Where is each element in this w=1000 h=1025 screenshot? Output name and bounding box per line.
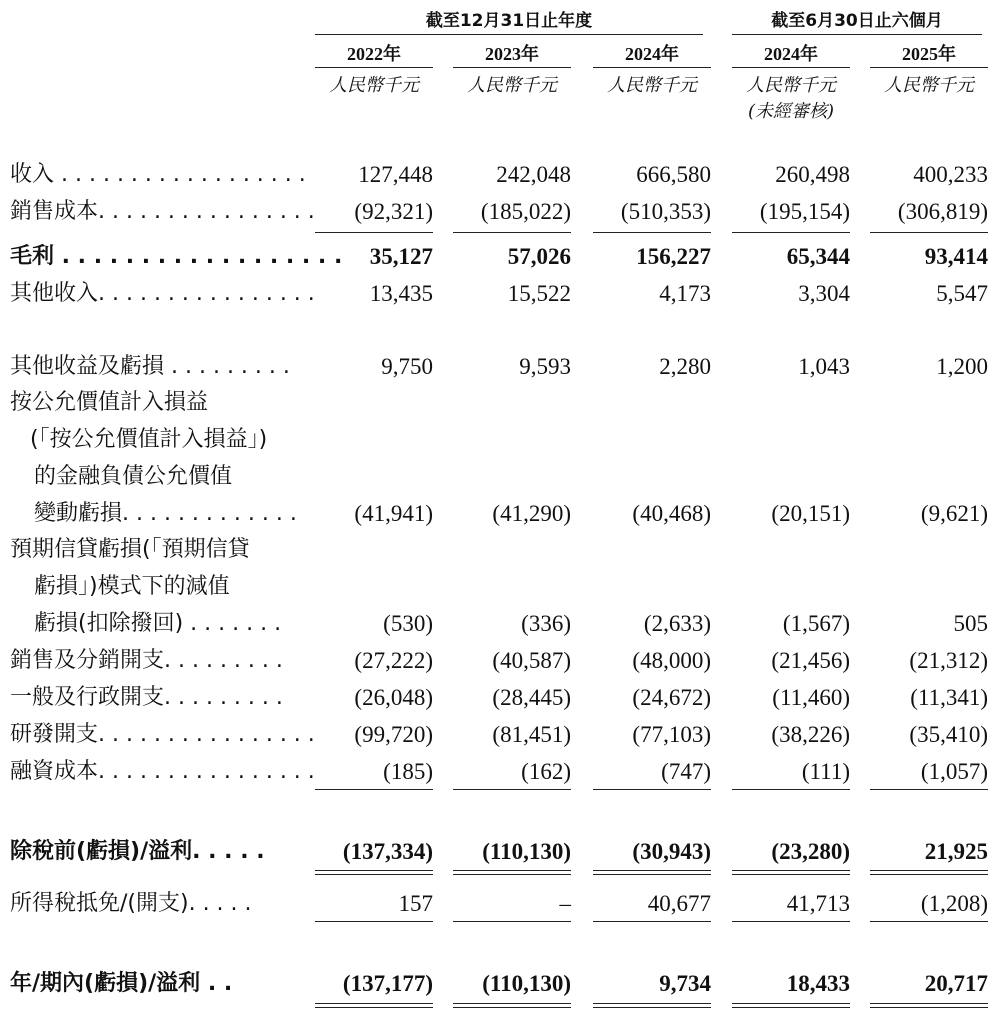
cell-rnd-2: (77,103): [632, 722, 711, 747]
single-underline: [870, 232, 988, 233]
cell-admin-3: (11,460): [772, 685, 850, 710]
double-underline: [593, 1003, 711, 1008]
row-label-net: 年/期內(虧損)/溢利 . .: [10, 971, 233, 996]
cell-finance-1: (162): [521, 759, 571, 784]
single-underline: [453, 921, 571, 922]
single-underline: [315, 789, 433, 790]
cell-selling-0: (27,222): [354, 648, 433, 673]
cell-gross-profit-1: 57,026: [507, 244, 571, 269]
cell-other-income-0: 13,435: [369, 281, 433, 306]
cell-other-gains-0: 9,750: [381, 354, 433, 379]
cell-fvtpl-0: (41,941): [354, 501, 433, 526]
cell-cost-of-sales-1: (185,022): [480, 199, 571, 224]
cell-other-income-3: 3,304: [798, 281, 850, 306]
cell-fvtpl-4: (9,621): [920, 501, 988, 526]
single-underline: [593, 232, 711, 233]
single-underline: [593, 921, 711, 922]
header-rule-annual: [315, 34, 703, 35]
cell-ecl-2: (2,633): [643, 611, 711, 636]
row-label-cost-of-sales: 銷售成本. . . . . . . . . . . . . . . .: [10, 199, 315, 224]
cell-revenue-2: 666,580: [636, 162, 711, 187]
single-underline: [593, 789, 711, 790]
cell-fvtpl-1: (41,290): [492, 501, 571, 526]
single-underline: [732, 232, 850, 233]
cell-selling-3: (21,456): [771, 648, 850, 673]
row-label-ecl-2: 虧損」)模式下的減值: [34, 574, 230, 599]
cell-gross-profit-4: 93,414: [924, 244, 988, 269]
cell-revenue-1: 242,048: [496, 162, 571, 187]
row-label-ecl-1: 預期信貸虧損(「預期信貸: [10, 537, 250, 562]
row-label-fvtpl-4: 變動虧損. . . . . . . . . . . . .: [34, 501, 297, 526]
cell-tax-2: 40,677: [647, 891, 711, 916]
unit-label: 人民幣千元: [884, 75, 974, 96]
cell-net-4: 20,717: [924, 971, 988, 996]
cell-net-0: (137,177): [342, 971, 433, 996]
cell-ecl-3: (1,567): [782, 611, 850, 636]
year-rule: [870, 67, 988, 68]
cell-ecl-4: 505: [953, 611, 988, 636]
single-underline: [453, 789, 571, 790]
cell-cost-of-sales-2: (510,353): [620, 199, 711, 224]
single-underline: [732, 789, 850, 790]
cell-revenue-3: 260,498: [775, 162, 850, 187]
double-underline: [870, 1003, 988, 1008]
double-underline: [315, 1003, 433, 1008]
cell-other-gains-2: 2,280: [659, 354, 711, 379]
cell-ecl-0: (530): [383, 611, 433, 636]
double-underline: [870, 870, 988, 875]
year-rule: [732, 67, 850, 68]
unit-label: 人民幣千元: [607, 75, 697, 96]
cell-revenue-0: 127,448: [358, 162, 433, 187]
single-underline: [732, 921, 850, 922]
row-label-fvtpl-3: 的金融負債公允價值: [34, 464, 233, 489]
header-group-annual: 截至12月31日止年度: [425, 11, 593, 31]
double-underline: [732, 1003, 850, 1008]
cell-tax-3: 41,713: [786, 891, 850, 916]
double-underline: [732, 870, 850, 875]
row-label-ecl-3: 虧損(扣除撥回) . . . . . . .: [34, 611, 282, 636]
row-label-other-gains: 其他收益及虧損 . . . . . . . . .: [10, 354, 290, 379]
row-label-gross-profit: 毛利 . . . . . . . . . . . . . . . . . .: [10, 244, 343, 269]
cell-net-3: 18,433: [786, 971, 850, 996]
cell-pbt-0: (137,334): [342, 839, 433, 864]
header-rule-interim: [732, 34, 982, 35]
cell-pbt-4: 21,925: [924, 839, 988, 864]
cell-gross-profit-2: 156,227: [636, 244, 711, 269]
cell-finance-0: (185): [383, 759, 433, 784]
cell-gross-profit-3: 65,344: [786, 244, 850, 269]
year-rule: [593, 67, 711, 68]
cell-net-2: 9,734: [659, 971, 711, 996]
year-2025-h1: 2025年: [902, 44, 956, 64]
cell-selling-4: (21,312): [909, 648, 988, 673]
cell-admin-4: (11,341): [910, 685, 988, 710]
cell-admin-1: (28,445): [492, 685, 571, 710]
year-rule: [453, 67, 571, 68]
cell-finance-4: (1,057): [920, 759, 988, 784]
double-underline: [593, 870, 711, 875]
cell-other-gains-3: 1,043: [798, 354, 850, 379]
year-rule: [315, 67, 433, 68]
header-group-interim: 截至6月30日止六個月: [771, 11, 943, 31]
cell-admin-2: (24,672): [632, 685, 711, 710]
row-label-selling: 銷售及分銷開支. . . . . . . . .: [10, 648, 283, 673]
cell-net-1: (110,130): [482, 971, 571, 996]
cell-other-gains-1: 9,593: [519, 354, 571, 379]
cell-other-income-2: 4,173: [659, 281, 711, 306]
unit-label: 人民幣千元: [467, 75, 557, 96]
single-underline: [315, 232, 433, 233]
cell-finance-3: (111): [801, 759, 850, 784]
cell-pbt-1: (110,130): [482, 839, 571, 864]
cell-rnd-1: (81,451): [492, 722, 571, 747]
single-underline: [870, 921, 988, 922]
cell-rnd-3: (38,226): [771, 722, 850, 747]
row-label-fvtpl-1: 按公允價值計入損益: [10, 390, 209, 415]
unaudited-label: (未經審核): [747, 101, 835, 122]
single-underline: [453, 232, 571, 233]
cell-pbt-3: (23,280): [771, 839, 850, 864]
cell-tax-1: –: [559, 891, 571, 916]
cell-other-gains-4: 1,200: [936, 354, 988, 379]
cell-tax-4: (1,208): [920, 891, 988, 916]
cell-pbt-2: (30,943): [632, 839, 711, 864]
year-2023: 2023年: [485, 44, 539, 64]
cell-admin-0: (26,048): [354, 685, 433, 710]
double-underline: [453, 1003, 571, 1008]
cell-fvtpl-3: (20,151): [771, 501, 850, 526]
cell-other-income-4: 5,547: [936, 281, 988, 306]
cell-cost-of-sales-4: (306,819): [897, 199, 988, 224]
cell-rnd-0: (99,720): [354, 722, 433, 747]
unit-label: 人民幣千元: [329, 75, 419, 96]
row-label-finance: 融資成本. . . . . . . . . . . . . . . .: [10, 759, 315, 784]
cell-cost-of-sales-0: (92,321): [354, 199, 433, 224]
cell-finance-2: (747): [661, 759, 711, 784]
row-label-revenue: 收入 . . . . . . . . . . . . . . . . . .: [10, 162, 306, 187]
row-label-pbt: 除稅前(虧損)/溢利. . . . .: [10, 839, 265, 864]
cell-gross-profit-0: 35,127: [369, 244, 433, 269]
cell-selling-1: (40,587): [492, 648, 571, 673]
double-underline: [453, 870, 571, 875]
cell-revenue-4: 400,233: [913, 162, 988, 187]
row-label-admin: 一般及行政開支. . . . . . . . .: [10, 685, 283, 710]
year-2024: 2024年: [625, 44, 679, 64]
cell-rnd-4: (35,410): [909, 722, 988, 747]
cell-tax-0: 157: [398, 891, 433, 916]
unit-label: 人民幣千元: [746, 75, 836, 96]
cell-selling-2: (48,000): [632, 648, 711, 673]
cell-fvtpl-2: (40,468): [632, 501, 711, 526]
cell-ecl-1: (336): [521, 611, 571, 636]
cell-cost-of-sales-3: (195,154): [759, 199, 850, 224]
row-label-fvtpl-2: (「按公允價值計入損益」): [30, 427, 268, 452]
double-underline: [315, 870, 433, 875]
row-label-rnd: 研發開支. . . . . . . . . . . . . . . .: [10, 722, 315, 747]
row-label-other-income: 其他收入. . . . . . . . . . . . . . . .: [10, 281, 315, 306]
row-label-tax: 所得稅抵免/(開支). . . . .: [10, 891, 252, 916]
year-2024-h1: 2024年: [764, 44, 818, 64]
year-2022: 2022年: [347, 44, 401, 64]
cell-other-income-1: 15,522: [507, 281, 571, 306]
single-underline: [870, 789, 988, 790]
single-underline: [315, 921, 433, 922]
